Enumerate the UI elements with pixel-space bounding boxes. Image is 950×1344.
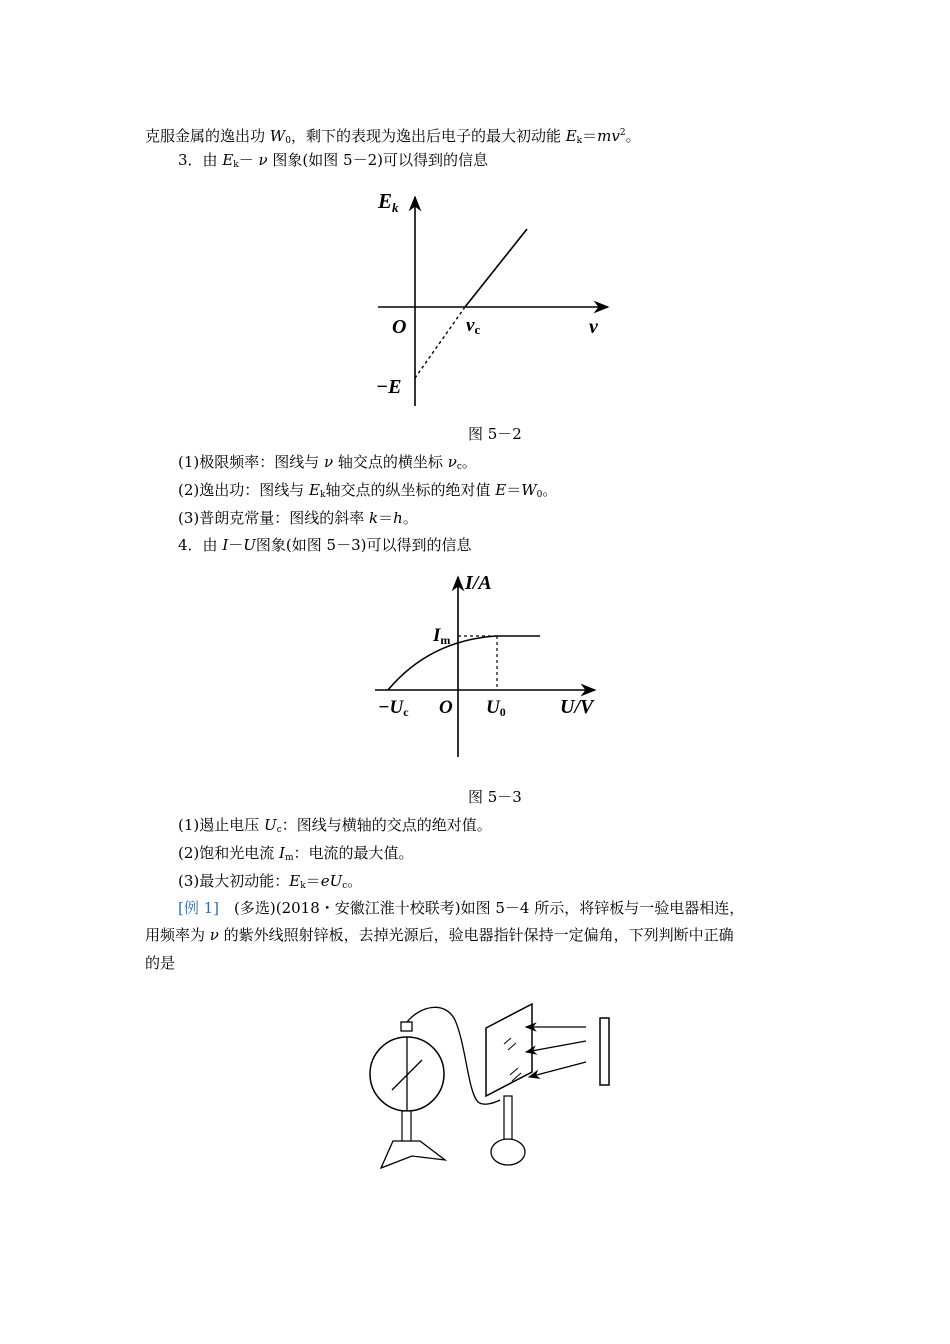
- example-line1: [例 1] (多选)(2018・安徽江淮十校联考)如图 5－4 所示，将锌板与一验电器相连，: [178, 899, 745, 917]
- item4-point2: (2)饱和光电流 $I_m$：电流的最大值。: [178, 844, 414, 863]
- fig53-u0: U0: [486, 697, 506, 719]
- example-line3: 的是: [145, 954, 176, 972]
- electroscope-base: [381, 1141, 445, 1168]
- item3-point1: (1)极限频率：图线与 ν 轴交点的横坐标 $\nu_c$。: [178, 453, 477, 472]
- zinc-plate-mark-1: [504, 1038, 511, 1044]
- intro-line: 克服金属的逸出功 $W_0$，剩下的表现为逸出后电子的最大初动能 $E_k=mv^2$。: [145, 127, 641, 146]
- item4-heading: 4．由 I－U图象(如图 5－3)可以得到的信息: [178, 536, 472, 554]
- electroscope-body: [370, 1037, 444, 1111]
- fig52-origin: O: [392, 316, 407, 338]
- zinc-plate-stand: [504, 1096, 512, 1140]
- zinc-plate: [486, 1004, 532, 1096]
- fig52-caption: 图 5－2: [468, 425, 522, 443]
- item3-point2: (2)逸出功：图线与 $E_k$轴交点的纵坐标的绝对值 $E=W_0$。: [178, 481, 558, 500]
- uv-light-source: [600, 1018, 609, 1085]
- zinc-plate-mark-3: [510, 1068, 518, 1075]
- connecting-wire: [407, 1007, 500, 1104]
- electroscope-needle: [392, 1060, 422, 1090]
- item4-point3: (3)最大初动能：$E_k=eU_c$。: [178, 872, 363, 891]
- example-line2: 用频率为 ν 的紫外线照射锌板，去掉光源后，验电器指针保持一定偏角，下列判断中正确: [145, 926, 734, 944]
- fig53-im: Im: [433, 625, 451, 647]
- fig53-ylabel: I/A: [465, 572, 492, 594]
- fig52-xlabel: ν: [589, 316, 598, 338]
- zinc-plate-mark-2: [508, 1043, 516, 1050]
- electroscope-knob: [401, 1022, 412, 1031]
- fig53-caption: 图 5－3: [468, 788, 522, 806]
- fig52-nu-c: νc: [466, 315, 481, 337]
- fig53-origin: O: [439, 697, 453, 718]
- fig52-dashed-line: [415, 307, 465, 378]
- light-ray-2: [526, 1041, 586, 1052]
- example-tag: [例 1]: [178, 899, 220, 917]
- item3-heading: 3．由 $E_k- \nu$ 图象(如图 5－2)可以得到的信息: [178, 151, 488, 170]
- zinc-plate-base: [491, 1139, 525, 1165]
- fig52-ylabel: Ek: [378, 189, 399, 215]
- fig52-neg-e: −E: [376, 376, 402, 398]
- fig53-xlabel: U/V: [560, 696, 594, 718]
- fig53-curve: [388, 636, 540, 690]
- item3-point3: (3)普朗克常量：图线的斜率 k＝h。: [178, 509, 418, 527]
- light-ray-3: [529, 1062, 586, 1077]
- item4-point1: (1)遏止电压 $U_c$：图线与横轴的交点的绝对值。: [178, 816, 492, 835]
- zinc-plate-mark-4: [512, 1073, 521, 1081]
- electroscope-stand: [402, 1111, 411, 1144]
- fig52-solid-line: [465, 229, 527, 307]
- fig53-neg-uc: −Uc: [378, 697, 409, 719]
